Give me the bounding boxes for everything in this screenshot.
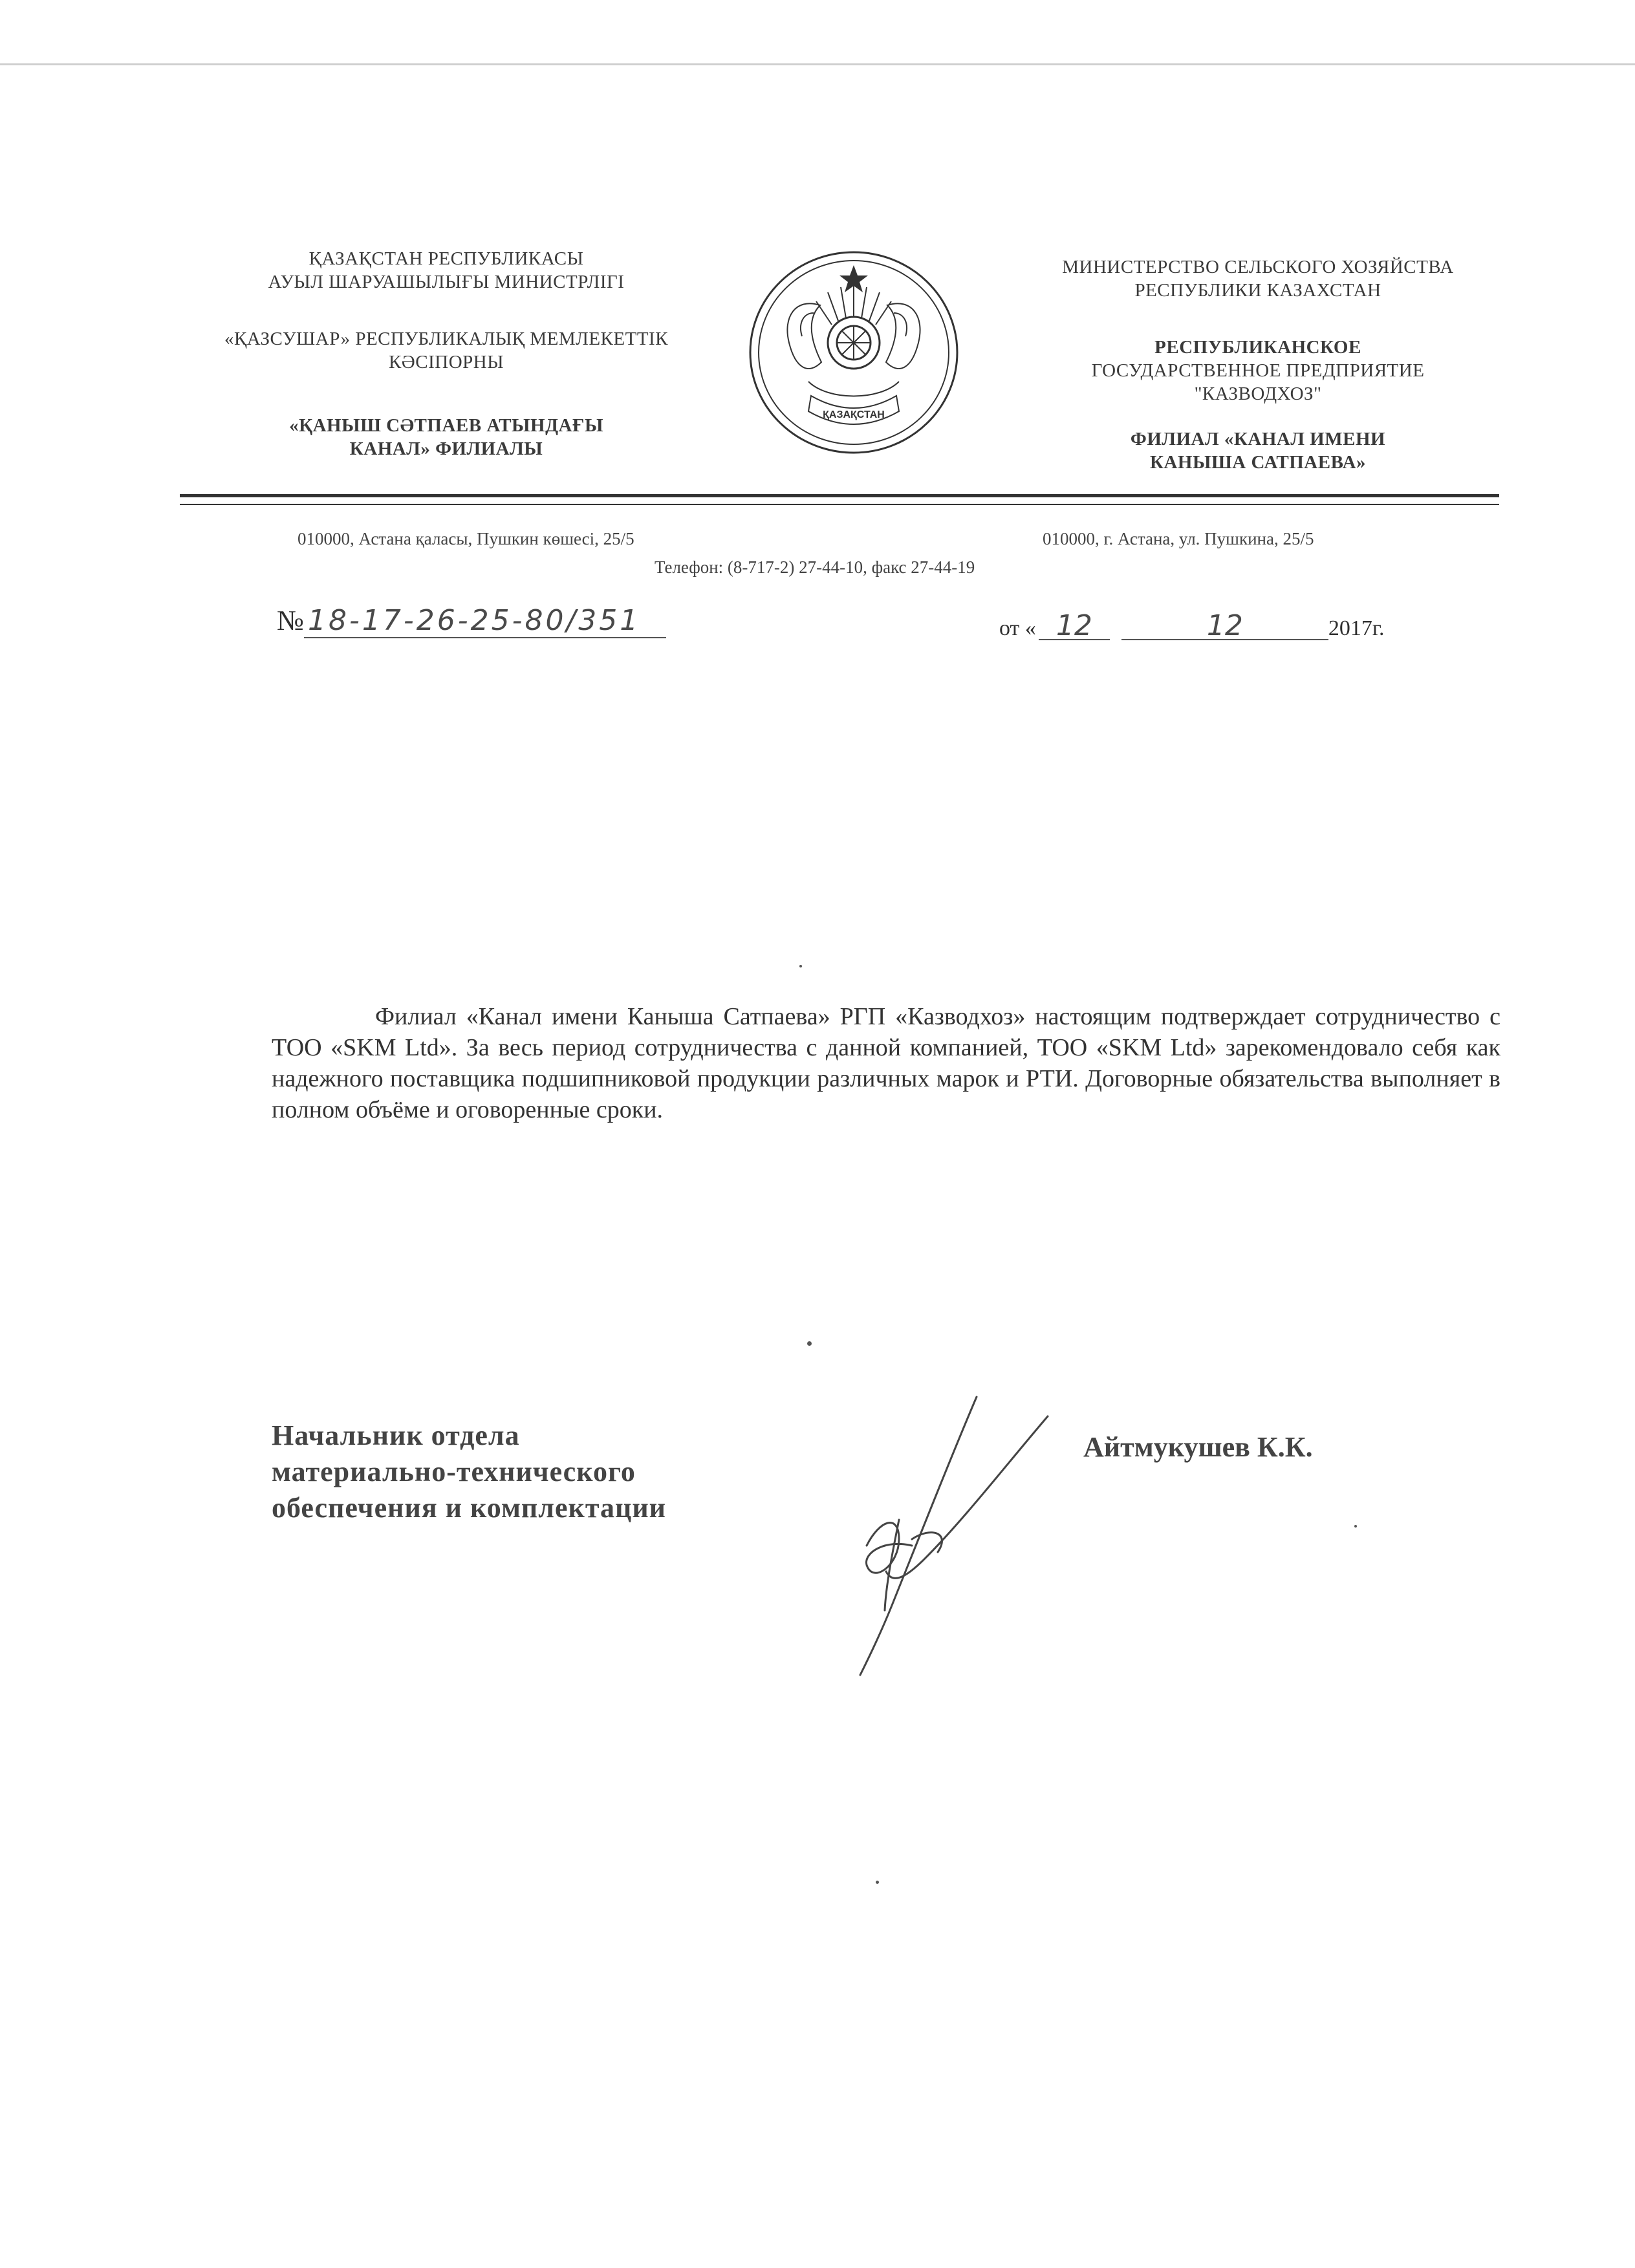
kz-line: ҚАЗАҚСТАН РЕСПУБЛИКАСЫ [309, 248, 584, 269]
handwritten-month: 12 [1121, 613, 1328, 640]
header-divider [180, 494, 1499, 497]
registration-number [277, 604, 666, 638]
address-ru: 010000, г. Астана, ул. Пушкина, 25/5 [1043, 529, 1314, 548]
letterhead-kz [194, 247, 698, 460]
handwritten-day: 12 [1039, 613, 1110, 640]
title-line: материально-технического [272, 1456, 636, 1487]
handwritten-signature-icon [802, 1390, 1061, 1688]
body-paragraph: Филиал «Канал имени Каныша Сатпаева» РГП «Казводхоз» настоящим подтверждает сотрудничество с ТОО «SKM Ltd». За весь период сотрудничества с данной компанией, ТОО «SKM Ltd» зарекомендовало себя как надежного поставщика подшипниковой продукции различных марок и РТИ. Договорные обязательства выполняет в полном объёме и оговоренные сроки. [272, 1003, 1500, 1123]
title-line: Начальник отдела [272, 1420, 520, 1451]
ru-enterprise-line: "КАЗВОДХОЗ" [1194, 383, 1322, 404]
letterhead-ru [990, 255, 1526, 474]
ru-line: РЕСПУБЛИКИ КАЗАХСТАН [1134, 280, 1381, 301]
scan-speck [799, 965, 802, 967]
ru-branch-line: КАНЫША САТПАЕВА» [1149, 452, 1367, 473]
ru-line: МИНИСТЕРСТВО СЕЛЬСКОГО ХОЗЯЙСТВА [1062, 257, 1454, 277]
kz-line: АУЫЛ ШАРУАШЫЛЫҒЫ МИНИСТРЛІГІ [268, 272, 625, 292]
phone-fax: Телефон: (8-717-2) 27-44-10, факс 27-44-19 [655, 557, 975, 577]
ru-enterprise-line: ГОСУДАРСТВЕННОЕ ПРЕДПРИЯТИЕ [1091, 360, 1425, 381]
scan-speck [807, 1341, 812, 1346]
title-line: обеспечения и комплектации [272, 1492, 667, 1524]
emblem-text: ҚАЗАҚСТАН [823, 409, 885, 420]
header-divider-thin [180, 504, 1499, 505]
scan-edge [0, 63, 1635, 65]
address-kz: 010000, Астана қаласы, Пушкин көшесі, 25/5 [298, 529, 634, 548]
state-emblem-icon [744, 246, 964, 459]
signatory-title [272, 1418, 666, 1526]
date-prefix: от [999, 616, 1020, 640]
ru-enterprise-line: РЕСПУБЛИКАНСКОЕ [1154, 337, 1361, 358]
ru-branch-line: ФИЛИАЛ «КАНАЛ ИМЕНИ [1130, 429, 1386, 449]
kz-branch-line: «ҚАНЫШ СӘТПАЕВ АТЫНДАҒЫ [289, 415, 603, 436]
scan-speck [1354, 1525, 1357, 1528]
number-prefix: № [277, 605, 304, 636]
letter-body [272, 1001, 1500, 1125]
signatory-name: Айтмукушев К.К. [1083, 1431, 1313, 1463]
date-year: 2017г. [1328, 616, 1385, 640]
kz-branch-line: КАНАЛ» ФИЛИАЛЫ [349, 438, 543, 459]
handwritten-number: 18-17-26-25-80/351 [304, 604, 666, 638]
letter-date: от « 12 12 2017г. [999, 609, 1385, 642]
scan-speck [876, 1881, 879, 1884]
kz-enterprise-line: «ҚАЗСУШАР» РЕСПУБЛИКАЛЫҚ МЕМЛЕКЕТТІК [224, 329, 669, 349]
kz-enterprise-line: КӘСІПОРНЫ [388, 352, 504, 373]
